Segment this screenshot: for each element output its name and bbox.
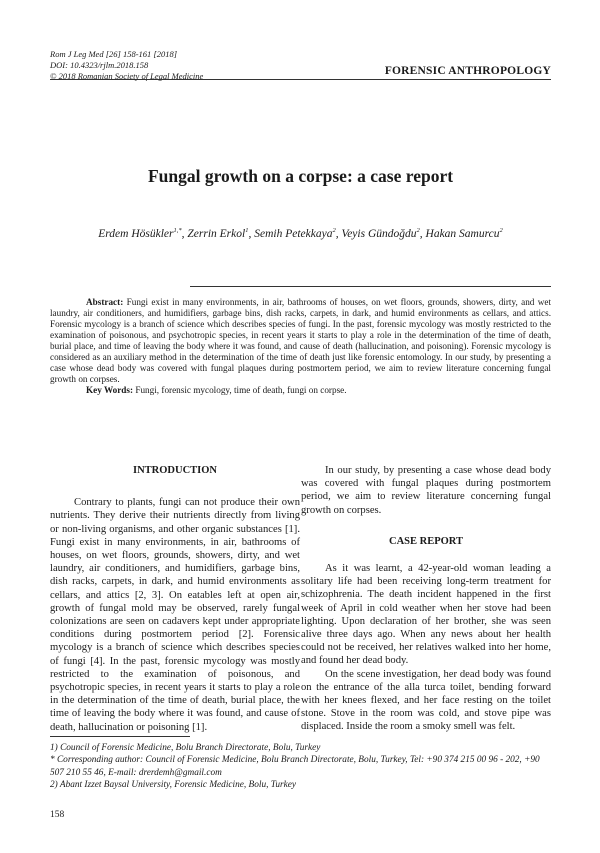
abstract-text: Fungi exist in many environments, in air, bathrooms of houses, on wet floors, grounds, showers, dirty, and wet laundry, air conditioners, and humidifiers, garbage bins, dish racks, carpets, in dark, and humid environments as cellars, and attics. Forensic mycology is a branch of science which describes species of fungi. In the past, forensic mycology was mostly restricted to the examination of poisonous, and psychotropic species, in recent years it starts to play a role in the determination of the time of death, burial place, and time of leaving the body where it was found, and cause of death (hallucination, and poisoning). Forensic mycology is considered as an auxiliary method in the determination of the time of death just like forensic entomology. In our study, by presenting a case whose dead body was covered with fungal plaques during postmortem period, we aim to review literature concerning fungal growth on corpses.: [50, 297, 552, 384]
author-list: Erdem Hösükler$^{1,*}$, Zerrin Erkol$^1$, Semih Petekkaya$^2$, Veyis Gündoğdu$^2$, Hakan Samurcu$^2$: [98, 227, 503, 240]
abstract-rule: [190, 286, 551, 287]
abstract-body: [50, 297, 551, 385]
author-name: Semih Petekkaya: [254, 227, 333, 240]
abstract-label: Abstract:: [86, 297, 124, 307]
keywords: [50, 385, 551, 396]
introduction-continuation: In our study, by presenting a case whose dead body was covered with fungal plaques during postmortem period, we aim to review literature concerning fungal growth on corpses.: [301, 465, 551, 516]
author-name: Zerrin Erkol: [187, 227, 246, 240]
keywords-label: Key Words:: [86, 385, 134, 395]
footnote: 1) Council of Forensic Medicine, Bolu Branch Directorate, Bolu, Turkey: [50, 743, 321, 753]
keywords-text: Fungi, forensic mycology, time of death, fungi on corpse.: [135, 385, 347, 395]
abstract: [50, 297, 551, 396]
page-number: 158: [50, 810, 65, 820]
footnote-rule: [50, 736, 190, 737]
footnote: 2) Abant Izzet Baysal University, Forensic Medicine, Bolu, Turkey: [50, 780, 297, 791]
journal-meta: [50, 49, 203, 82]
case-report-paragraph: As it was learnt, a 42-year-old woman leading a solitary life had been receiving long-term treatment for schizophrenia. The death incident happened in the first week of April in cold weather when her stove had been lighting. Upon declaration of her brother, she was seen alive three days ago. When any news about her health could not be received, her relatives walked into her home, and found her dead body.: [301, 563, 551, 667]
author-affiliation: 1,*: [173, 227, 182, 234]
right-column: [301, 464, 551, 734]
left-column: [50, 464, 300, 734]
header-rule: [50, 79, 551, 80]
author-affiliation: 1: [245, 227, 249, 234]
author-affiliation: 2: [499, 227, 503, 234]
journal-doi: DOI: 10.4323/rjlm.2018.158: [50, 60, 149, 70]
author-name: Veyis Gündoğdu: [341, 227, 417, 240]
author-affiliation: 2: [416, 227, 420, 234]
introduction-paragraph: Contrary to plants, fungi can not produce their own nutrients. They derive their nutrients directly from living or non-living organisms, and other organic substances [1]. Fungi exist in many environments, in air, bathrooms of houses, on wet floors, grounds, showers, dirty, and wet laundry, air conditioners, and humidifiers, garbage bins, dish racks, carpets, in dark, and humid environments as cellars, and attics [2, 3]. On eatables left at open air, growth of fungal mold may be observed, rarely fungal colonizations are seen on cadavers kept under appropriate conditions during postmortem period [2]. Forensic mycology is a branch of science which describes species of fungi [4]. In the past, forensic mycology was mostly restricted to the examination of poisonous, and psychotropic species, in recent years it starts to play a role in the determination of the time of death, burial place, the time of leaving the body where it was found, and cause of death, hallucination or poisoning [1].: [50, 497, 300, 733]
journal-copyright: © 2018 Romanian Society of Legal Medicine: [50, 71, 204, 81]
journal-citation: Rom J Leg Med [26] 158-161 [2018]: [50, 49, 178, 59]
case-report-paragraph: On the scene investigation, her dead body was found on the entrance of the alla turca toilet, bending forward with her knees flexed, and her face resting on the toilet stone. Stove in the room was cold, and stove pipe was displaced. Inside the room a smoky smell was felt.: [301, 668, 551, 733]
author-name: Erdem Hösükler: [98, 227, 174, 240]
introduction-heading: INTRODUCTION: [132, 465, 217, 476]
case-report-heading: CASE REPORT: [388, 535, 464, 547]
footnotes: [50, 742, 551, 792]
footnote: * Corresponding author: Council of Forensic Medicine, Bolu Branch Directorate, Bolu, Turkey, Tel: +90 374 215 00 96 - 202, +90 507 210 55 46, E-mail: drerdemh@gmail.com: [50, 755, 540, 778]
article-title: Fungal growth on a corpse: a case report: [147, 166, 454, 186]
author-affiliation: 2: [332, 227, 336, 234]
section-header: FORENSIC ANTHROPOLOGY: [384, 65, 551, 77]
author-name: Hakan Samurcu: [425, 227, 500, 240]
